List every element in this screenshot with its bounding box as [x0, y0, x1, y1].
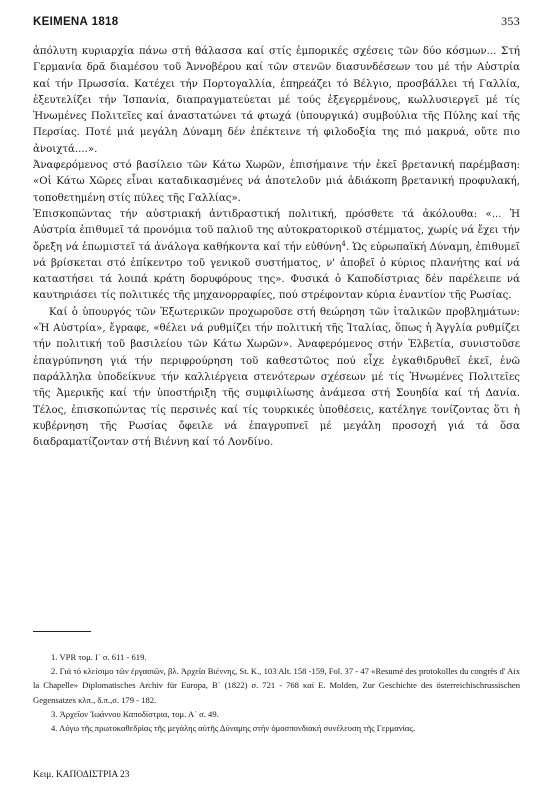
footnote-4 [33, 721, 520, 735]
paragraph-3 [33, 207, 520, 305]
page-number: 353 [501, 14, 520, 28]
footnote-text: Λόγω τῆς πρωτοκαθεδρίας τῆς μεγάλης αὐτῆς Δύναμης στήν ὁμοσπονδιακή συνέλευση τῆς Γερμανίας. [59, 723, 415, 734]
paragraph-4: Καί ὁ ὑπουργός τῶν Ἐξωτερικῶν προχωροῦσε στή θεώρηση τῶν ἰταλικῶν προβλημάτων: «Ἡ Αὐστρία», ἔγραφε, «θέλει νά ρυθμίζει τήν πολιτική τῆς Ἰταλίας, ὅπως ἡ Ἀγγλία ρυθμίζει τήν πολιτική τοῦ βασιλείου τῶν Κάτω Χωρῶν». Ἀναφερόμενος στήν Ἑλβετία, συνιστοῦσε ἐπαγρύπνηση γιά τήν περιφρούρηση τοῦ καθεστῶτος πού εἶχε ἐγκαθιδρυθεῖ ἐκεῖ, ἐνῶ παράλληλα ὑποδείκνυε τήν καλλιέργεια στενότερων σχέσεων μέ τίς Ἡνωμένες Πολιτεῖες τῆς Ἀμερικῆς καί τήν ὑποστήριξη τῆς συμφιλίωσης ἀνάμεσα στή Σουηδία καί τή Δανία. Τέλος, ἐπισκοπώντας τίς περσινές καί τίς τουρκικές ὑποθέσεις, κατέληγε τονίζοντας ὅτι ἡ κυβέρνηση τῆς Ρωσίας ὄφειλε νά ἐπαγρυπνεῖ μέ μεγάλη προσοχή γιά τά ὅσα διαδραματίζονταν στή Βιέννη καί τό Λονδίνο. [33, 306, 520, 449]
footnote-text: VPR τομ. Ι΄ σ. 611 - 619. [59, 652, 147, 662]
paragraph-1: ἀπόλυτη κυριαρχία πάνω στή θάλασσα καί στίς ἐμπορικές σχέσεις τῶν δύο κόσμων... Στή Γερμανία δρᾶ διαμέσου τοῦ Ἀννοβέρου καί τῶν στενῶν διασυνδέσεων του μέ τήν Αὐστρία καί τήν Πρωσσία. Κατέχει τήν Πορτογαλλία, ἐπηρεάζει τό Βέλγιο, προσβάλλει τή Γαλλία, ἐξευτελίζει τήν Ἱσπανία, διαπραγματεύεται μέ τούς ἐξεγερμένους, κωλλυσιεργεῖ μέ τίς Ἡνωμένες Πολιτεῖες καί ἀναστατώνει τά φτωχά (ὑπουργικά) συμβούλια τῆς Πύλης καί τῆς Περσίας. Ποτέ μιά μεγάλη Δύναμη δέν ἐπέκτεινε τή φιλοδοξία της πιό μακρυά, οὔτε πιο ἀνοιχτά....». [33, 46, 520, 155]
signature-mark: Κειμ. ΚΑΠΟΔΙΣΤΡΙΑ 23 [33, 770, 130, 780]
footnote-text: Ἀρχεῖον Ἰωάννου Καποδίστρια, τομ. Α΄ σ. 49. [59, 708, 219, 719]
footnote-number: 4. [51, 723, 58, 734]
paragraph-2: Ἀναφερόμενος στό βασίλειο τῶν Κάτω Χωρῶν, ἐπισήμαινε τήν ἐκεῖ βρετανική παρέμβαση: «Οἱ Κάτω Χῶρες εἶναι καταδικασμένες νά ἀποτελοῦν μιά ἀδιάκοπη βρετανική προφυλακή, τοποθετημένη στίς πύλες τῆς Γαλλίας». [33, 160, 520, 204]
footnote-1 [33, 650, 520, 664]
footnotes [33, 650, 520, 735]
main-text [33, 44, 520, 451]
footnote-number: 2. [51, 666, 58, 677]
footnote-number: 3. [51, 708, 58, 719]
footnote-text: Γιά τό κλείσιμο τῶν ἐργασιῶν, βλ. Ἀρχεῖα Βιέννης, St. K., 103 Alt. 158 -159, Fol. 37 - 47 «Resumé des protokolles du congrès d' Aix la Chapelle» Diplomatisches Archiv für Europa, Β΄ (1822) σ. 721 - 768 καί E. Molden, Zur Geschichte des österreichischrussischen Gegensatzes κλπ., δ.π.,σ. 179 - 182. [33, 666, 520, 705]
paragraph-3-text-b: . Ὡς εὐρωπαϊκή Δύναμη, ἐπιθυμεῖ νά βρίσκεται στό ἐπίκεντρο τοῦ γενικοῦ συστήματος, ν' ἀποβεῖ ὁ κύριος πλανήτης καί νά καταστήσει τά λοιπά κράτη δορυφόρους της». Φυσικά ὁ Καποδίστριας δέν παρέλειπε νά καυτηριάσει τίς πολιτικές τῆς μηχανορραφίες, πού στρέφονταν κύρια ἐναντίον τῆς Ρωσίας. [33, 241, 520, 302]
footnote-separator [33, 631, 91, 632]
footnote-number: 1. [51, 652, 58, 662]
footnote-3 [33, 707, 520, 721]
footnote-2 [33, 664, 520, 707]
paragraph-3-text-a: Ἐπισκοπώντας τήν αὐστριακή ἀντιδραστική πολιτική, πρόσθετε τά ἀκόλουθα: «... Ἡ Αὐστρία ἐπιθυμεῖ τά προνόμια τοῦ παλιοῦ της αὐτοκρατορικοῦ στέμματος, χωρίς νά ἔχει τήν ὄρεξη νά ἐπωμιστεῖ τά ἀνάλογα καθήκοντα καί τήν εὐθύνη [33, 208, 520, 253]
running-title: ΚΕΙΜΕΝΑ 1818 [33, 16, 119, 28]
footnote-ref-4[interactable]: 4 [341, 239, 346, 248]
page-header [33, 14, 520, 32]
